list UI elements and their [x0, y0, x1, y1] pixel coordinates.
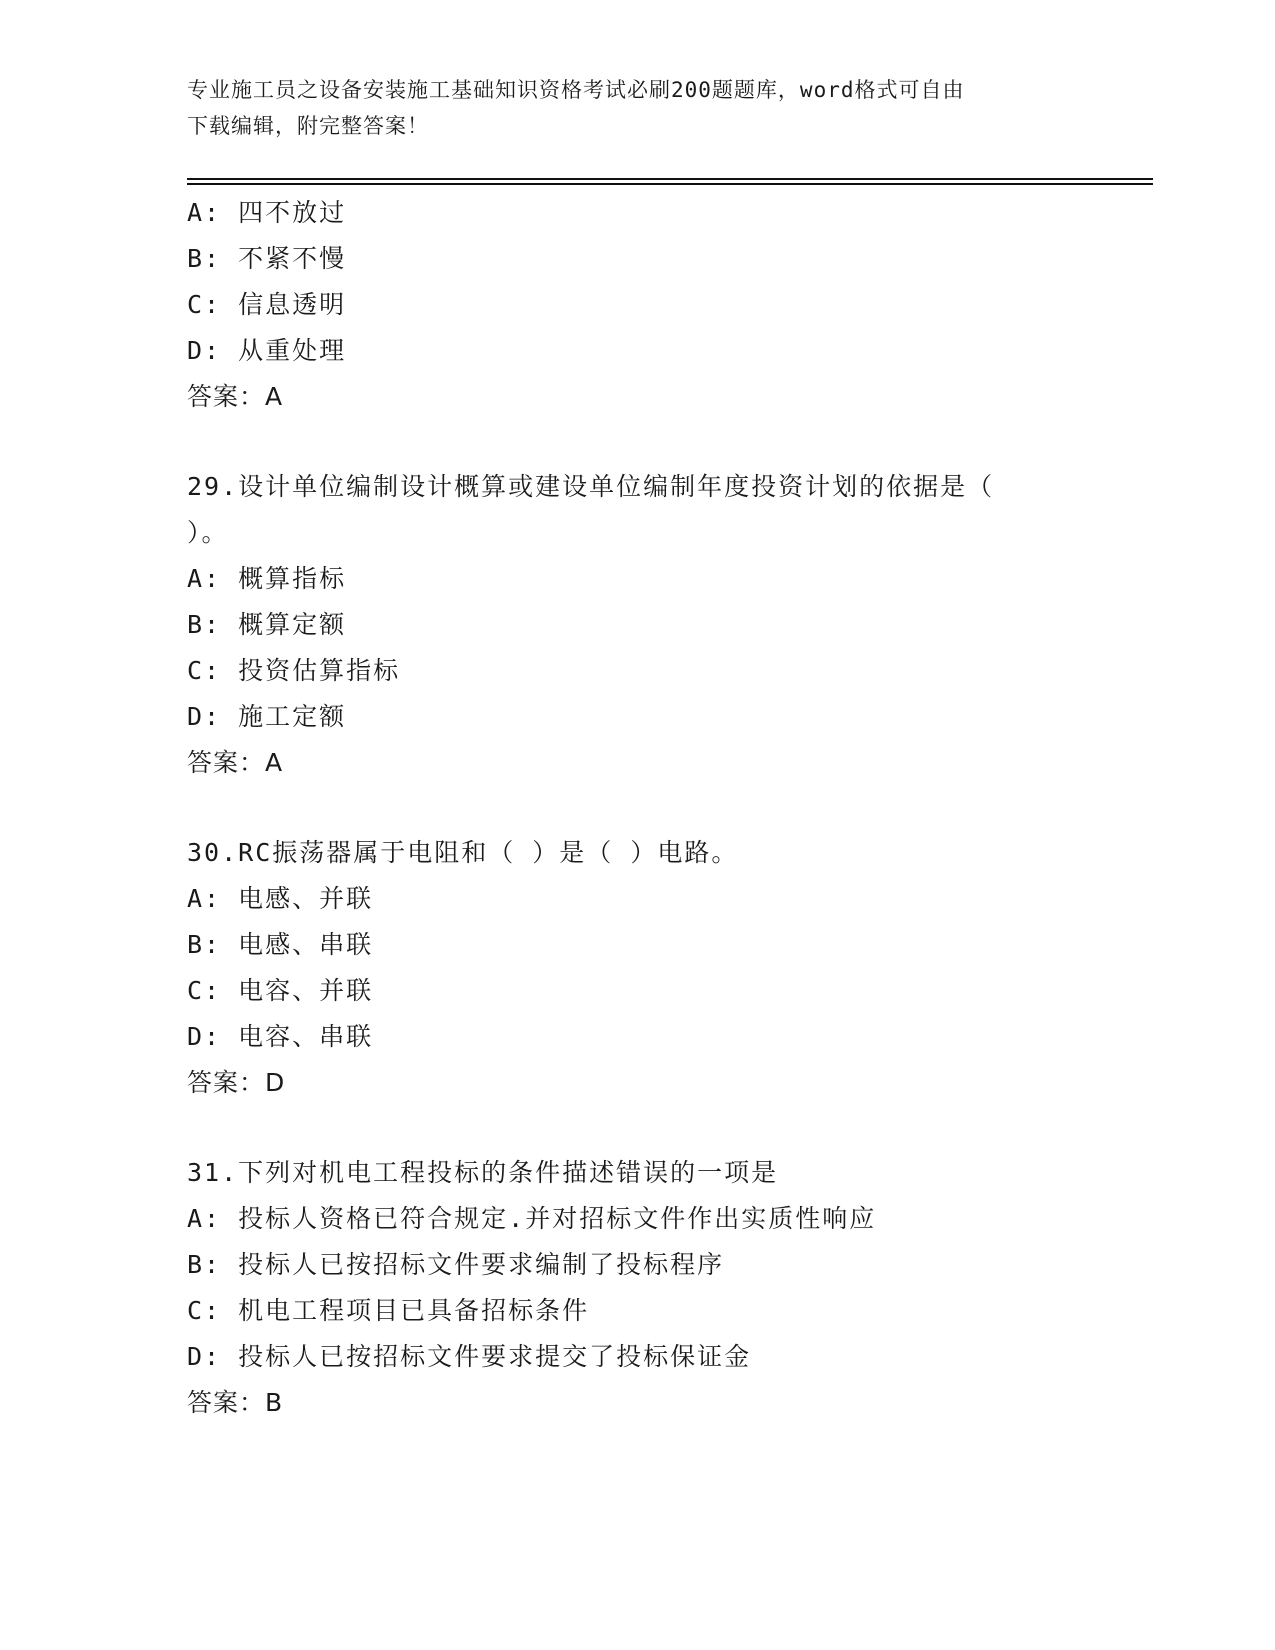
option-d: D: 从重处理 [187, 336, 347, 365]
question-text-continued: ）。 [187, 518, 229, 547]
option-c: C: 投资估算指标 [187, 656, 401, 685]
option-a: A: 投标人资格已符合规定.并对招标文件作出实质性响应 [187, 1204, 877, 1233]
option-b: B: 投标人已按招标文件要求编制了投标程序 [187, 1250, 725, 1279]
question-block-31 [187, 1150, 1153, 1426]
option-b: B: 电感、串联 [187, 930, 374, 959]
option-c: C: 电容、并联 [187, 976, 374, 1005]
option-a: A: 概算指标 [187, 564, 347, 593]
option-d: D: 施工定额 [187, 702, 347, 731]
question-block-30 [187, 830, 1153, 1106]
header-title-line-1: 专业施工员之设备安装施工基础知识资格考试必刷200题题库，word格式可自由 [187, 78, 965, 102]
option-c: C: 信息透明 [187, 290, 347, 319]
header-rule-bottom [187, 183, 1153, 185]
spacer [187, 1106, 1153, 1150]
spacer [187, 786, 1153, 830]
option-b: B: 不紧不慢 [187, 244, 347, 273]
option-c: C: 机电工程项目已具备招标条件 [187, 1296, 590, 1325]
question-block-29 [187, 464, 1153, 786]
option-d: D: 电容、串联 [187, 1022, 374, 1051]
question-text: 31.下列对机电工程投标的条件描述错误的一项是 [187, 1158, 779, 1187]
question-text: 29.设计单位编制设计概算或建设单位编制年度投资计划的依据是（ [187, 472, 995, 501]
header-title-line-2: 下载编辑，附完整答案！ [187, 114, 429, 138]
spacer [187, 420, 1153, 464]
answer-line: 答案：A [187, 382, 284, 411]
option-d: D: 投标人已按招标文件要求提交了投标保证金 [187, 1342, 752, 1371]
option-a: A: 四不放过 [187, 198, 347, 227]
header-rule-top [187, 178, 1153, 180]
answer-line: 答案：D [187, 1068, 286, 1097]
answer-line: 答案：B [187, 1388, 284, 1417]
question-list [187, 190, 1153, 1426]
page-header [187, 72, 1067, 144]
answer-line: 答案：A [187, 748, 284, 777]
question-block-28 [187, 190, 1153, 420]
option-a: A: 电感、并联 [187, 884, 374, 913]
question-text: 30.RC振荡器属于电阻和（ ）是（ ）电路。 [187, 838, 739, 867]
option-b: B: 概算定额 [187, 610, 347, 639]
